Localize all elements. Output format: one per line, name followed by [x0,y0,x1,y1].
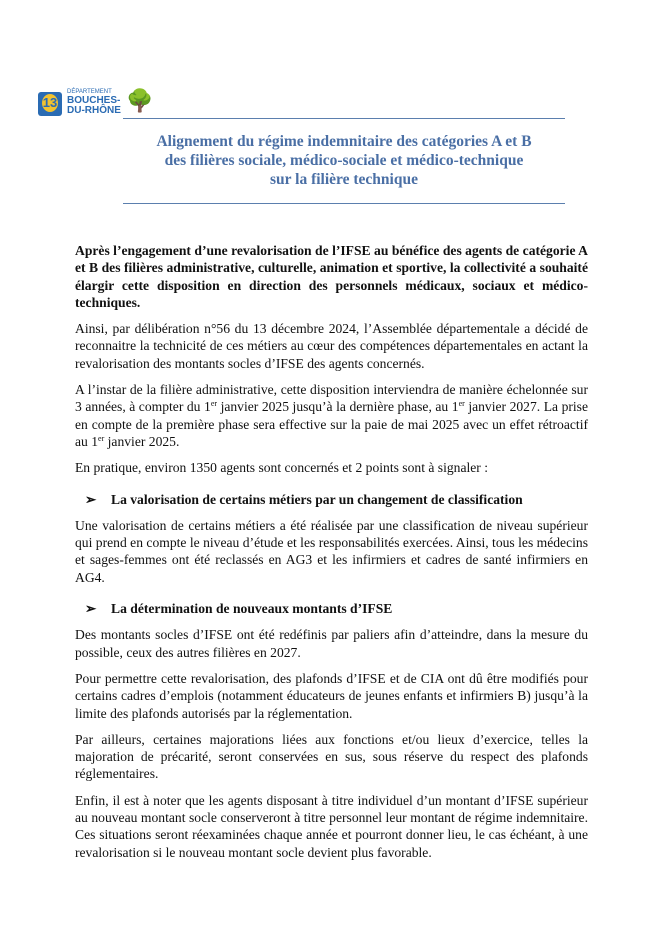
bullet-heading-2: ➢ La détermination de nouveaux montants d’IFSE [85,601,393,617]
department-logo [38,88,154,120]
paragraph-instar: A l’instar de la filière administrative, cette disposition interviendra de manière échelonnée sur 3 années, à compter du 1er janvier 2025 jusqu’à la dernière phase, au 1er janvier 2027. La prise en compte de la première phase sera effective sur la paie de mai 2025 avec un effet rétroactif au 1er janvier 2025. [75,382,589,449]
paragraph-montants: Des montants socles d’IFSE ont été redéfinis par paliers afin d’atteindre, dans la mesure du possible, ceux des autres filières en 2027. [75,627,588,660]
logo-badge-number: 13 [42,95,58,110]
paragraph-valorisation: Une valorisation de certains métiers a été réalisée par une classification de niveau supérieur qui prend en compte le niveau d’étude et les responsabilités exercées. Ainsi, tous les médecins et sages-femmes ont été reclassés en AG3 et les infirmiers et cadres de santé infirmiers en AG4. [75,517,588,585]
logo-name: BOUCHES- DU-RHÔNE [67,95,121,116]
paragraph-permettre: Pour permettre cette revalorisation, des plafonds d’IFSE et de CIA ont dû être modifiés pour certains cadres d’emplois (notamment éducateurs de jeunes enfants et infirmiers B) jusqu’à la limite des plafonds autorisés par la réglementation. [75,670,588,721]
paragraph-pratique: En pratique, environ 1350 agents sont concernés et 2 points sont à signaler : [75,460,489,476]
title-line: des filières sociale, médico-sociale et médico-technique [164,152,524,169]
paragraph-ailleurs: Par ailleurs, certaines majorations liées aux fonctions et/ou lieux d’exercice, telles la majoration de précarité, seront conservées en sus, sous réserve du respect des plafonds réglementaires. [75,731,588,782]
arrow-bullet-icon: ➢ [85,601,97,617]
logo-line1: DÉPARTEMENT [67,89,112,95]
logo-badge [38,92,62,116]
title-line: Alignement du régime indemnitaire des catégories A et B [156,133,532,150]
paragraph-ainsi: Ainsi, par délibération n°56 du 13 décembre 2024, l’Assemblée départementale a décidé de reconnaitre la technicité de ces métiers au cœur des compétences départementales en actant la revalorisation des montants socles d’IFSE des agents concernés. [75,321,588,371]
document-title [123,132,565,189]
paragraph-enfin: Enfin, il est à noter que les agents disposant à titre individuel d’un montant d’IFSE supérieur au nouveau montant socle conserveront à titre personnel leur montant de régime indemnitaire. Ces situations seront réexaminées chaque année et pourront donner lieu, le cas échéant, à une revalorisation si le nouveau montant socle devient plus favorable. [75,792,588,860]
arrow-bullet-icon: ➢ [85,491,97,507]
tree-icon: 🌳 [126,88,154,113]
top-rule [123,118,565,119]
intro-paragraph: Après l’engagement d’une revalorisation de l’IFSE au bénéfice des agents de catégorie A et B des filières administrative, culturelle, animation et sportive, la collectivité a souhaité élargir cette disposition en direction des personnels médicaux, sociaux et médico-techniques. [75,243,588,310]
document-body [75,242,588,870]
bottom-rule [123,203,565,204]
title-line: sur la filière technique [270,171,418,188]
bullet-heading-1: ➢ La valorisation de certains métiers par un changement de classification [85,491,523,507]
